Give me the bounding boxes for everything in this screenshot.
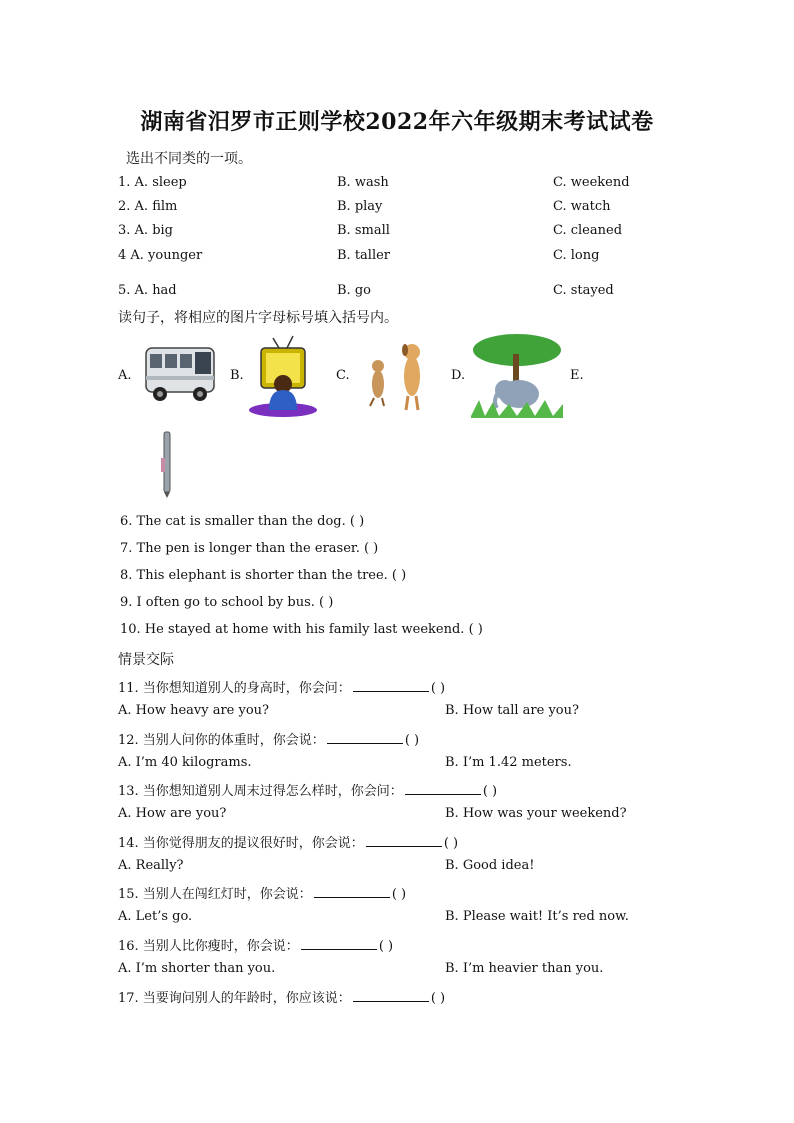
sentence-8: 8. This elephant is shorter than the tree. ( ) <box>120 568 407 583</box>
sentence-10: 10. He stayed at home with his family last weekend. ( ) <box>120 622 483 637</box>
pen-picture <box>152 430 180 498</box>
q11-option-b: B. How tall are you? <box>445 703 579 718</box>
q5-option-a: 5. A. had <box>118 283 177 298</box>
q14-blank[interactable] <box>366 834 442 847</box>
q16-blank[interactable] <box>301 937 377 950</box>
picture-label-c: C. <box>336 368 350 383</box>
q11-paren: ( ) <box>430 681 446 696</box>
q2-option-c: C. watch <box>553 199 611 214</box>
sentence-9: 9. I often go to school by bus. ( ) <box>120 595 334 610</box>
q15-paren: ( ) <box>391 887 407 902</box>
q1-option-c: C. weekend <box>553 175 630 190</box>
section1-heading: 选出不同类的一项。 <box>126 151 252 167</box>
q2-option-a: 2. A. film <box>118 199 178 214</box>
q15-question <box>118 883 406 902</box>
q15-option-b: B. Please wait! It’s red now. <box>445 909 629 924</box>
q2-option-b: B. play <box>337 199 383 214</box>
q11-option-a: A. How heavy are you? <box>118 703 270 718</box>
q17-question <box>118 987 445 1006</box>
q14-paren: ( ) <box>443 836 459 851</box>
q4-option-c: C. long <box>553 248 600 263</box>
q12-option-b: B. I’m 1.42 meters. <box>445 755 572 770</box>
q16-paren: ( ) <box>378 939 394 954</box>
q11-blank[interactable] <box>353 679 429 692</box>
section3-heading: 情景交际 <box>118 652 174 668</box>
q1-option-b: B. wash <box>337 175 389 190</box>
q1-option-a: 1. A. sleep <box>118 175 187 190</box>
q12-blank[interactable] <box>327 731 403 744</box>
q4-option-a: 4 A. younger <box>118 248 203 263</box>
q12-question <box>118 729 419 748</box>
picture-label-e: E. <box>570 368 584 383</box>
elephant-tree-picture <box>469 330 565 418</box>
cat-dog-picture <box>358 340 434 416</box>
q16-text: 16. 当别人比你瘦时，你会说： <box>118 939 299 954</box>
picture-label-b: B. <box>230 368 244 383</box>
q13-option-a: A. How are you? <box>118 806 227 821</box>
q13-blank[interactable] <box>405 782 481 795</box>
sentence-6: 6. The cat is smaller than the dog. ( ) <box>120 514 365 529</box>
q14-option-b: B. Good idea! <box>445 858 535 873</box>
sentence-7: 7. The pen is longer than the eraser. ( ) <box>120 541 379 556</box>
q12-text: 12. 当别人问你的体重时，你会说： <box>118 733 325 748</box>
q13-paren: ( ) <box>482 784 498 799</box>
q14-question <box>118 832 458 851</box>
q14-option-a: A. Really? <box>118 858 184 873</box>
q15-text: 15. 当别人在闯红灯时，你会说： <box>118 887 312 902</box>
picture-label-d: D. <box>451 368 466 383</box>
q3-option-a: 3. A. big <box>118 223 173 238</box>
q4-option-b: B. taller <box>337 248 391 263</box>
picture-label-a: A. <box>118 368 132 383</box>
q16-option-a: A. I’m shorter than you. <box>118 961 276 976</box>
q16-question <box>118 935 393 954</box>
q16-option-b: B. I’m heavier than you. <box>445 961 604 976</box>
q14-text: 14. 当你觉得朋友的提议很好时，你会说： <box>118 836 364 851</box>
q5-option-b: B. go <box>337 283 371 298</box>
q12-option-a: A. I’m 40 kilograms. <box>118 755 252 770</box>
q3-option-b: B. small <box>337 223 390 238</box>
q15-blank[interactable] <box>314 885 390 898</box>
q13-text: 13. 当你想知道别人周末过得怎么样时，你会问： <box>118 784 403 799</box>
q13-option-b: B. How was your weekend? <box>445 806 627 821</box>
q11-text: 11. 当你想知道别人的身高时，你会问： <box>118 681 351 696</box>
q11-question <box>118 677 445 696</box>
q5-option-c: C. stayed <box>553 283 614 298</box>
q3-option-c: C. cleaned <box>553 223 623 238</box>
page-title: 湖南省汨罗市正则学校2022年六年级期末考试试卷 <box>140 109 654 135</box>
tv-boy-picture <box>247 330 319 418</box>
q17-text: 17. 当要询问别人的年龄时，你应该说： <box>118 991 351 1006</box>
bus-picture <box>140 338 220 408</box>
q17-blank[interactable] <box>353 989 429 1002</box>
section2-heading: 读句子，将相应的图片字母标号填入括号内。 <box>118 310 398 326</box>
q15-option-a: A. Let’s go. <box>118 909 193 924</box>
q17-paren: ( ) <box>430 991 446 1006</box>
q13-question <box>118 780 497 799</box>
q12-paren: ( ) <box>404 733 420 748</box>
